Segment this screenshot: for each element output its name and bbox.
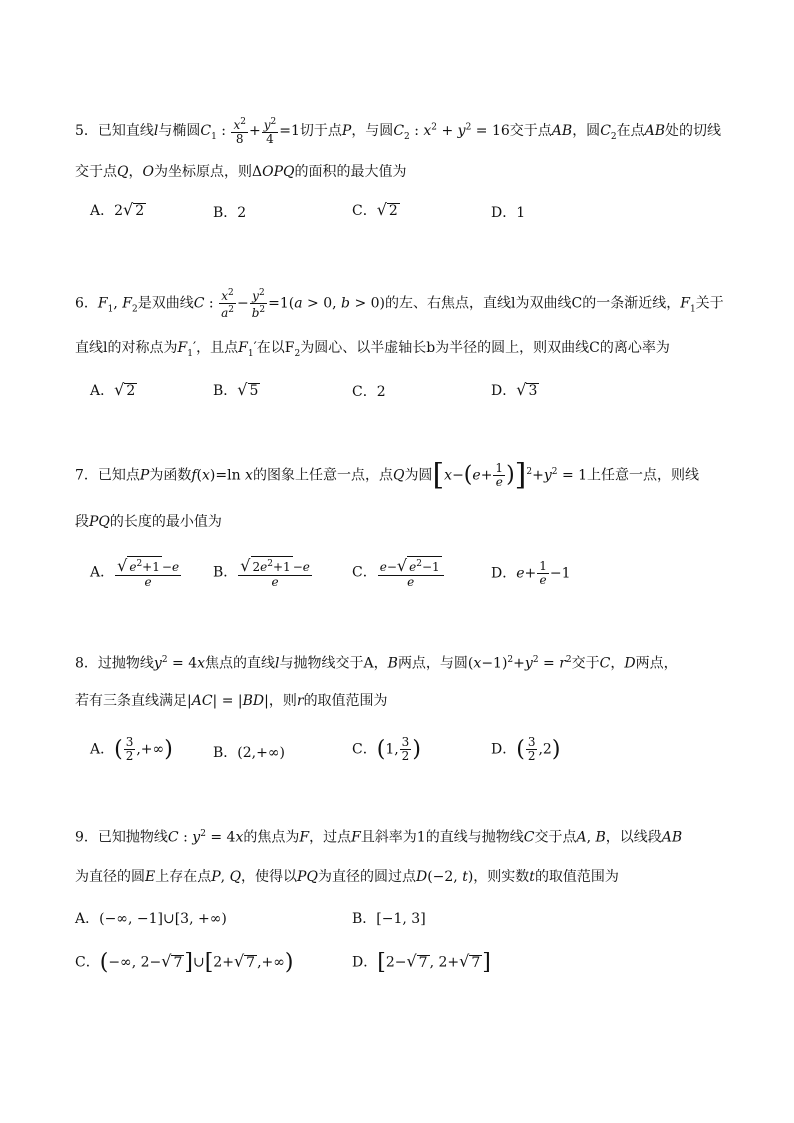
q5-option-b[interactable]: B．2 bbox=[213, 205, 247, 221]
question-5-line-2: 交于点Q，O为坐标原点，则ΔOPQ的面积的最大值为 bbox=[75, 164, 407, 180]
q5-option-d[interactable]: D．1 bbox=[491, 205, 526, 221]
question-9-line-1: 9．已知抛物线C : $y^2 = 4x$的焦点为F，过点F且斜率为1的直线与抛物线C交于点A, B，以线段AB bbox=[75, 829, 683, 846]
q6-option-b[interactable]: B．√ 5 bbox=[213, 380, 259, 399]
q6-option-d[interactable]: D．√ 3 bbox=[491, 380, 538, 399]
q7-option-d[interactable]: D．e+ $\frac{1}{e}$ −1 bbox=[491, 559, 571, 587]
q5-option-c[interactable]: C．√ 2 bbox=[352, 200, 398, 219]
q9-option-d[interactable]: D．[2−√ 7 , 2+√ 7] bbox=[352, 950, 491, 975]
question-5-line-1: 5．已知直线l与椭圆$C_1$ : $\frac{x^2}{8}$ + $\frac{y^2}{4}$ =1切于点P，与圆$C_2$ : $x^2 + y^2 = 16$交于点AB，圆$C_2$在点AB处的切线 bbox=[75, 117, 722, 146]
question-9-line-2: 为直径的圆E上存在点P, Q，使得以PQ为直径的圆过点D(−2, t)，则实数t的取值范围为 bbox=[75, 869, 619, 885]
q5-option-a[interactable]: A．2√ 2 bbox=[90, 200, 145, 219]
question-6-line-1: 6．$F_1$, $F_2$是双曲线C : $\frac{x^2}{a^2}$ − $\frac{y^2}{b^2}$ =1(a > 0, b > 0)的左、右焦点，直线l为双曲线C的一条渐近线，$F_1$关于 bbox=[75, 288, 724, 320]
question-8-line-2: 若有三条直线满足|AC| = |BD|，则r的取值范围为 bbox=[75, 693, 388, 709]
question-7-line-1: 7．已知点P为函数f(x)=ln x的图象上任意一点，点Q为圆[x−(e+ $\frac{1}{e}$ )]$^2+y^2 = 1$上任意一点，则线 bbox=[75, 457, 700, 493]
q6-option-c[interactable]: C．2 bbox=[352, 384, 386, 400]
q8-option-b[interactable]: B．(2,+∞) bbox=[213, 745, 285, 761]
q8-option-d[interactable]: D．( $\frac{3}{2}$ ,2) bbox=[491, 735, 561, 763]
q8-option-a[interactable]: A．( $\frac{3}{2}$ ,+∞) bbox=[90, 735, 173, 763]
q7-option-b[interactable]: B． $\frac{√ 2e^2+1 -e}{e}$ bbox=[213, 556, 310, 589]
q7-option-c[interactable]: C． $\frac{e-√ e^2-1}{e}$ bbox=[352, 556, 445, 589]
q6-option-a[interactable]: A．√ 2 bbox=[90, 380, 136, 399]
question-7-line-2: 段PQ的长度的最小值为 bbox=[75, 514, 222, 530]
question-8-line-1: 8．过抛物线$y^2 = 4x$焦点的直线l与抛物线交于A，B两点，与圆$(x-1)^2+y^2 = r^2$交于C，D两点， bbox=[75, 655, 678, 672]
q9-option-b[interactable]: B．[−1, 3] bbox=[352, 911, 426, 927]
q7-option-a[interactable]: A． $\frac{√ e^2+1 -e}{e}$ bbox=[90, 556, 180, 589]
question-6-line-2: 直线l的对称点为$F_1'$，且点$F_1'$在以$F_2$为圆心、以半虚轴长b为半径的圆上，则双曲线C的离心率为 bbox=[75, 340, 670, 359]
q8-option-c[interactable]: C．(1, $\frac{3}{2}$ ) bbox=[352, 735, 421, 763]
q9-option-a[interactable]: A．(−∞, −1]∪[3, +∞) bbox=[75, 911, 227, 927]
q9-option-c[interactable]: C．(−∞, 2−√ 7]∪[2+√ 7 ,+∞) bbox=[75, 950, 294, 975]
